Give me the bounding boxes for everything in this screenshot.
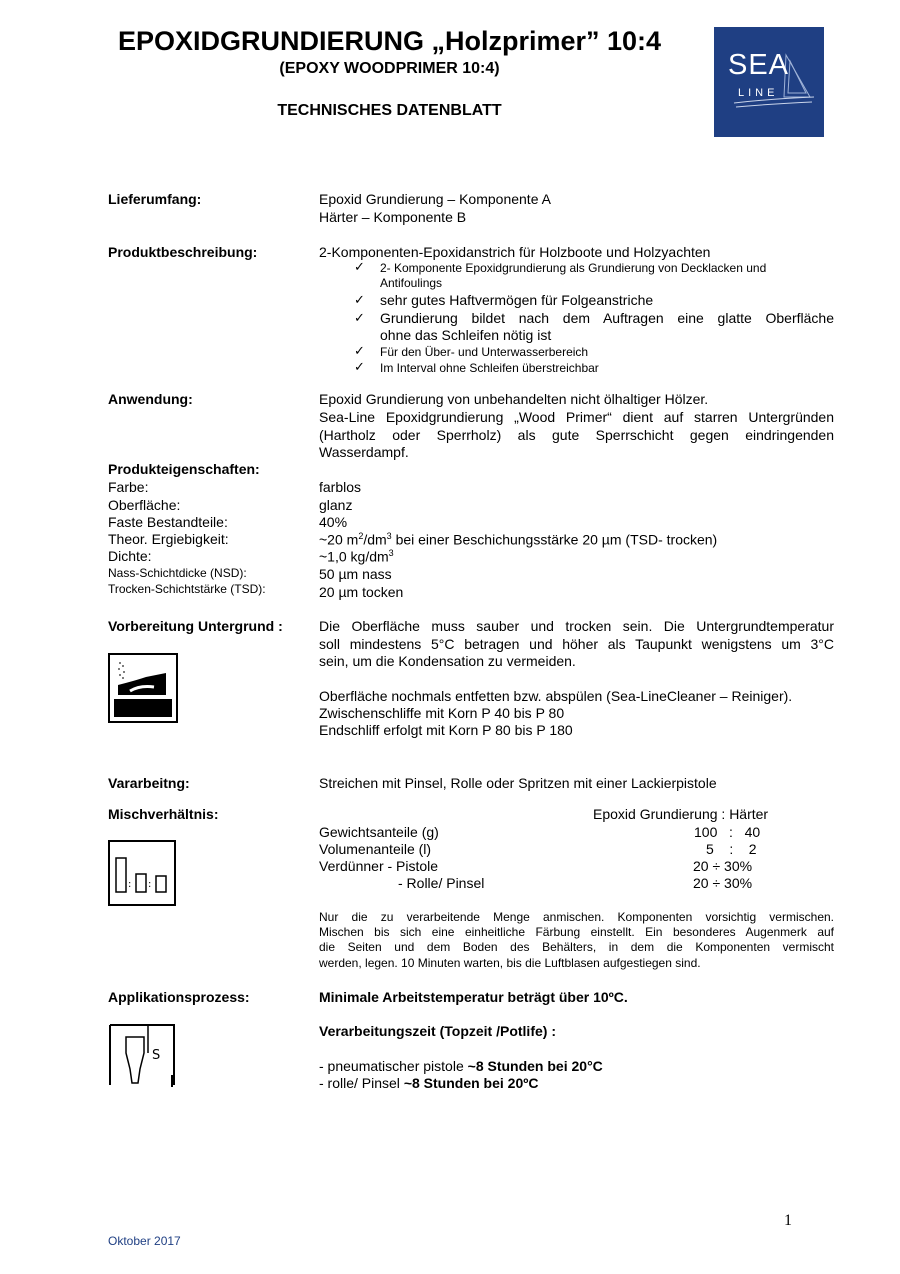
anwendung-label: Anwendung:: [108, 391, 193, 407]
misch-note-line-4: werden, legen. 10 Minuten warten, bis die Luftblasen aufgestiegen sind.: [319, 956, 701, 970]
mixing-ratio-icon: [108, 840, 176, 906]
vorbereitung-line-6: Endschliff erfolgt mit Korn P 80 bis P 180: [319, 722, 573, 738]
eigenschaft-value: farblos: [319, 479, 362, 495]
anwendung-line-3: (Hartholz oder Sperrholz) als gute Sperrschicht gegen eindringenden: [319, 427, 834, 443]
check-icon: ✓: [354, 310, 365, 325]
check-icon: ✓: [354, 292, 365, 307]
vorbereitung-line-3: sein, um die Kondensation zu vermeiden.: [319, 653, 576, 669]
misch-row-name: Verdünner - Pistole: [319, 858, 439, 874]
beschreibung-item-3: Grundierung bildet nach dem Auftragen eine glatte Oberfläche: [380, 310, 834, 326]
document-subtitle: (EPOXY WOODPRIMER 10:4): [279, 60, 500, 77]
eigenschaft-value: 40%: [319, 514, 348, 530]
beschreibung-item-3b: ohne das Schleifen nötig ist: [380, 327, 552, 343]
check-icon: ✓: [354, 259, 365, 274]
produkteigenschaften-label: Produkteigenschaften:: [108, 461, 260, 477]
applikation-label: Applikationsprozess:: [108, 989, 250, 1005]
lieferumfang-line-1: Epoxid Grundierung – Komponente A: [319, 191, 551, 207]
svg-text::: :: [128, 879, 132, 890]
spray-gun-icon: [108, 1023, 176, 1089]
produktbeschreibung-label: Produktbeschreibung:: [108, 244, 258, 260]
beschreibung-item-1: 2- Komponente Epoxidgrundierung als Grundierung von Decklacken und: [380, 261, 767, 275]
document-type: TECHNISCHES DATENBLATT: [277, 102, 502, 119]
anwendung-line-4: Wasserdampf.: [319, 444, 409, 460]
eigenschaft-name: Nass-Schichtdicke (NSD):: [108, 566, 247, 580]
eigenschaft-value: 20 µm tocken: [319, 584, 404, 600]
vorbereitung-line-2: soll mindestens 5°C betragen und höher als Taupunkt wenigstens um 3°C: [319, 636, 834, 652]
beschreibung-item-5: Im Interval ohne Schleifen überstreichbar: [380, 361, 599, 375]
potlife-rolle: - rolle/ Pinsel ~8 Stunden bei 20ºC: [319, 1075, 539, 1091]
svg-text::: :: [148, 879, 152, 890]
misch-row-value: 20 ÷ 30%: [693, 858, 753, 874]
mischverhaeltnis-header: Epoxid Grundierung : Härter: [593, 806, 769, 822]
page-number: 1: [784, 1212, 792, 1229]
check-icon: ✓: [354, 343, 365, 358]
lieferumfang-label: Lieferumfang:: [108, 191, 202, 207]
sail-icon: [714, 27, 824, 137]
eigenschaft-name: Faste Bestandteile:: [108, 514, 228, 530]
misch-note-line-2: Mischen bis sich eine einheitliche Färbung einstellt. Ein besonderes Augenmerk auf: [319, 925, 834, 939]
beschreibung-item-1b: Antifoulings: [380, 276, 443, 290]
vorbereitung-line-5: Zwischenschliffe mit Korn P 40 bis P 80: [319, 705, 565, 721]
beschreibung-item-4: Für den Über- und Unterwasserbereich: [380, 345, 589, 359]
vorbereitung-label: Vorbereitung Untergrund :: [108, 618, 283, 634]
misch-row-name: - Rolle/ Pinsel: [398, 875, 485, 891]
misch-row-value: 5 : 2: [706, 841, 757, 857]
check-icon: ✓: [354, 359, 365, 374]
vorbereitung-line-1: Die Oberfläche muss sauber und trocken sein. Die Untergrundtemperatur: [319, 618, 834, 634]
footer-date: Oktober 2017: [108, 1234, 181, 1248]
mischverhaeltnis-label: Mischverhältnis:: [108, 806, 219, 822]
produktbeschreibung-intro: 2-Komponenten-Epoxidanstrich für Holzboote und Holzyachten: [319, 244, 711, 260]
misch-row-value: 20 ÷ 30%: [693, 875, 753, 891]
potlife-pistole: - pneumatischer pistole ~8 Stunden bei 20°C: [319, 1058, 603, 1074]
verarbeitung-label: Vararbeitng:: [108, 775, 190, 791]
logo-sea-text: SEA: [728, 49, 790, 81]
eigenschaft-name: Farbe:: [108, 479, 149, 495]
misch-note-line-3: die Seiten und dem Boden des Behälters, in dem die Komponenten vermischt: [319, 940, 834, 954]
eigenschaft-name: Dichte:: [108, 548, 152, 564]
anwendung-line-2: Sea-Line Epoxidgrundierung „Wood Primer“ dient auf starren Untergründen: [319, 409, 834, 425]
eigenschaft-name: Trocken-Schichtstärke (TSD):: [108, 582, 266, 596]
verarbeitung-text: Streichen mit Pinsel, Rolle oder Spritzen mit einer Lackierpistole: [319, 775, 717, 791]
anwendung-line-1: Epoxid Grundierung von unbehandelten nicht ölhaltiger Hölzer.: [319, 391, 709, 407]
misch-row-name: Gewichtsanteile (g): [319, 824, 439, 840]
beschreibung-item-2: sehr gutes Haftvermögen für Folgeanstriche: [380, 292, 654, 308]
ergiebigkeit-value: ~20 $m^2/dm^3$ bei einer Beschichungsstärke 20 µm (TSD- trocken): [319, 531, 718, 548]
surface-cleaning-icon: [108, 653, 178, 723]
eigenschaft-value: glanz: [319, 497, 353, 513]
logo-line-text: LINE: [738, 87, 779, 99]
eigenschaft-name: Oberfläche:: [108, 497, 181, 513]
document-title: EPOXIDGRUNDIERUNG „Holzprimer” 10:4: [117, 26, 662, 56]
eigenschaft-value: 50 µm nass: [319, 566, 392, 582]
potlife-title: Verarbeitungszeit (Topzeit /Potlife) :: [319, 1023, 556, 1039]
min-temperature: Minimale Arbeitstemperatur beträgt über 10ºC.: [319, 989, 628, 1005]
misch-row-value: 100 : 40: [694, 824, 761, 840]
lieferumfang-line-2: Härter – Komponente B: [319, 209, 467, 225]
sea-line-logo: [714, 27, 824, 137]
dichte-value: ~1,0 $kg/dm^3$: [319, 548, 394, 565]
misch-note-line-1: Nur die zu verarbeitende Menge anmischen. Komponenten vorsichtig vermischen.: [319, 910, 834, 924]
vorbereitung-line-4: Oberfläche nochmals entfetten bzw. abspülen (Sea-LineCleaner – Reiniger).: [319, 688, 793, 704]
eigenschaft-name: Theor. Ergiebigkeit:: [108, 531, 229, 547]
misch-row-name: Volumenanteile (l): [319, 841, 432, 857]
spray-icon-letter: S: [152, 1048, 161, 1063]
